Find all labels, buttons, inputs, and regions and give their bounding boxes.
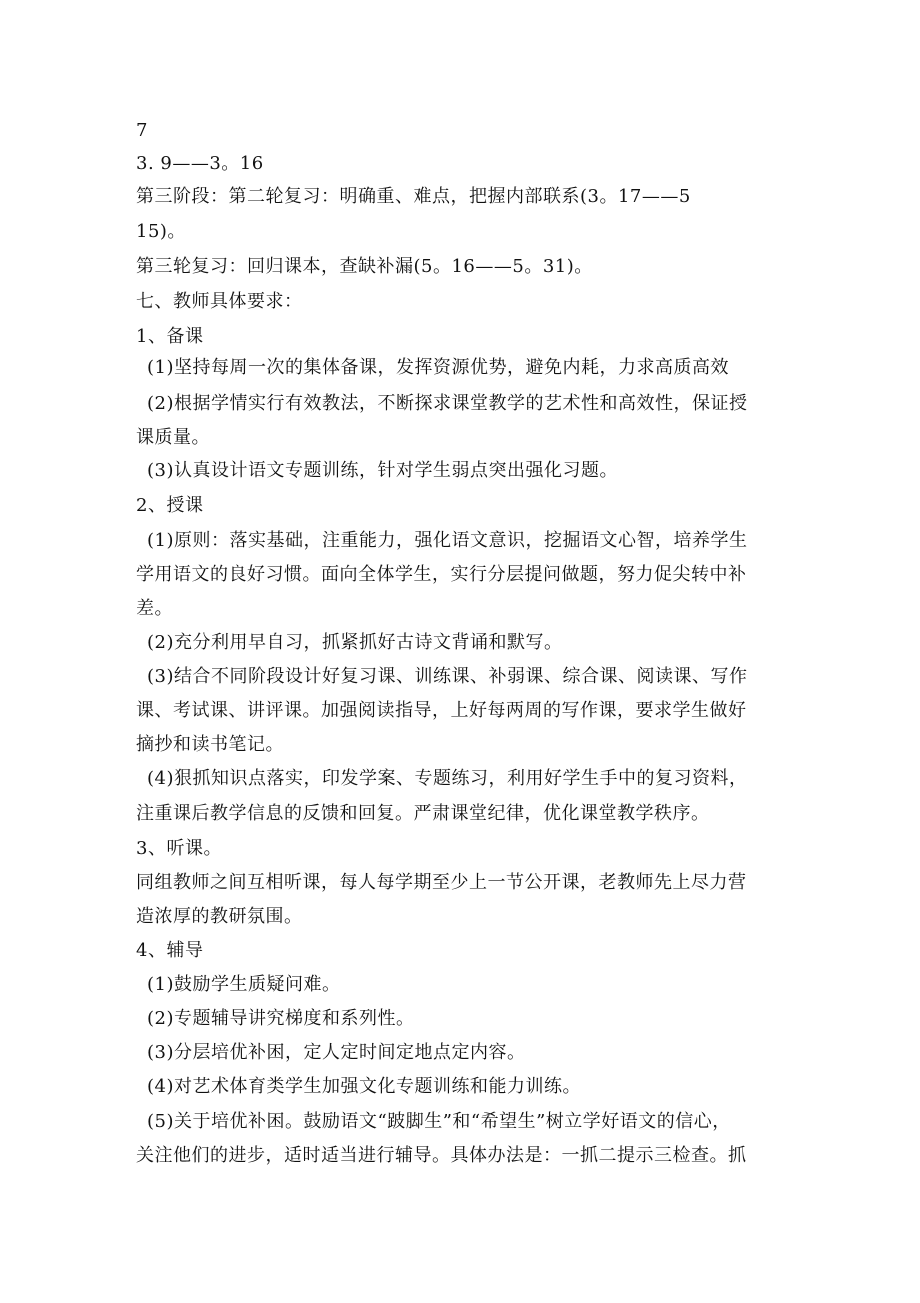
list-item: (3)结合不同阶段设计好复习课、训练课、补弱课、综合课、阅读课、写作	[147, 666, 748, 687]
list-item: (2)充分利用早自习，抓紧抓好古诗文背诵和默写。	[147, 632, 563, 653]
list-item: (1)原则：落实基础，注重能力，强化语文意识，挖掘语文心智，培养学生	[147, 530, 748, 551]
text-line: 课、考试课、讲评课。加强阅读指导，上好每两周的写作课，要求学生做好	[136, 700, 747, 721]
text-line: 摘抄和读书笔记。	[136, 734, 284, 755]
text-line: 学用语文的良好习惯。面向全体学生，实行分层提问做题，努力促尖转中补	[136, 564, 747, 585]
list-item: (1)鼓励学生质疑问难。	[147, 974, 341, 995]
text-line: 7	[136, 120, 148, 141]
list-item: (2)根据学情实行有效教法，不断探求课堂教学的艺术性和高效性，保证授	[147, 393, 748, 414]
text-line: 第三阶段：第二轮复习：明确重、难点，把握内部联系(3。17——5	[136, 186, 691, 207]
list-item: (1)坚持每周一次的集体备课，发挥资源优势，避免内耗，力求高质高效	[147, 357, 729, 378]
text-line: 课质量。	[136, 427, 210, 448]
text-line: 差。	[136, 598, 173, 619]
text-line: 同组教师之间互相听课，每人每学期至少上一节公开课，老教师先上尽力营	[136, 872, 747, 893]
subsection-heading: 3、听课。	[136, 838, 222, 859]
subsection-heading: 2、授课	[136, 495, 204, 516]
list-item: (4)狠抓知识点落实，印发学案、专题练习，利用好学生手中的复习资料，	[147, 768, 748, 789]
list-item: (4)对艺术体育类学生加强文化专题训练和能力训练。	[147, 1076, 581, 1097]
subsection-heading: 1、备课	[136, 326, 204, 347]
list-item: (3)认真设计语文专题训练，针对学生弱点突出强化习题。	[147, 460, 618, 481]
list-item: (2)专题辅导讲究梯度和系列性。	[147, 1008, 415, 1029]
subsection-heading: 4、辅导	[136, 940, 204, 961]
list-item: (3)分层培优补困，定人定时间定地点定内容。	[147, 1042, 526, 1063]
section-heading: 七、教师具体要求：	[136, 291, 303, 312]
text-line: 注重课后教学信息的反馈和回复。严肃课堂纪律，优化课堂教学秩序。	[136, 803, 710, 824]
text-line: 15)。	[136, 221, 186, 242]
text-line: 关注他们的进步，适时适当进行辅导。具体办法是：一抓二提示三检查。抓	[136, 1145, 747, 1166]
text-line: 3. 9——3。16	[136, 153, 264, 174]
text-line: 造浓厚的教研氛围。	[136, 906, 303, 927]
list-item: (5)关于培优补困。鼓励语文“跛脚生”和“希望生”树立学好语文的信心，	[147, 1111, 731, 1132]
text-line: 第三轮复习：回归课本，查缺补漏(5。16——5。31)。	[136, 256, 593, 277]
